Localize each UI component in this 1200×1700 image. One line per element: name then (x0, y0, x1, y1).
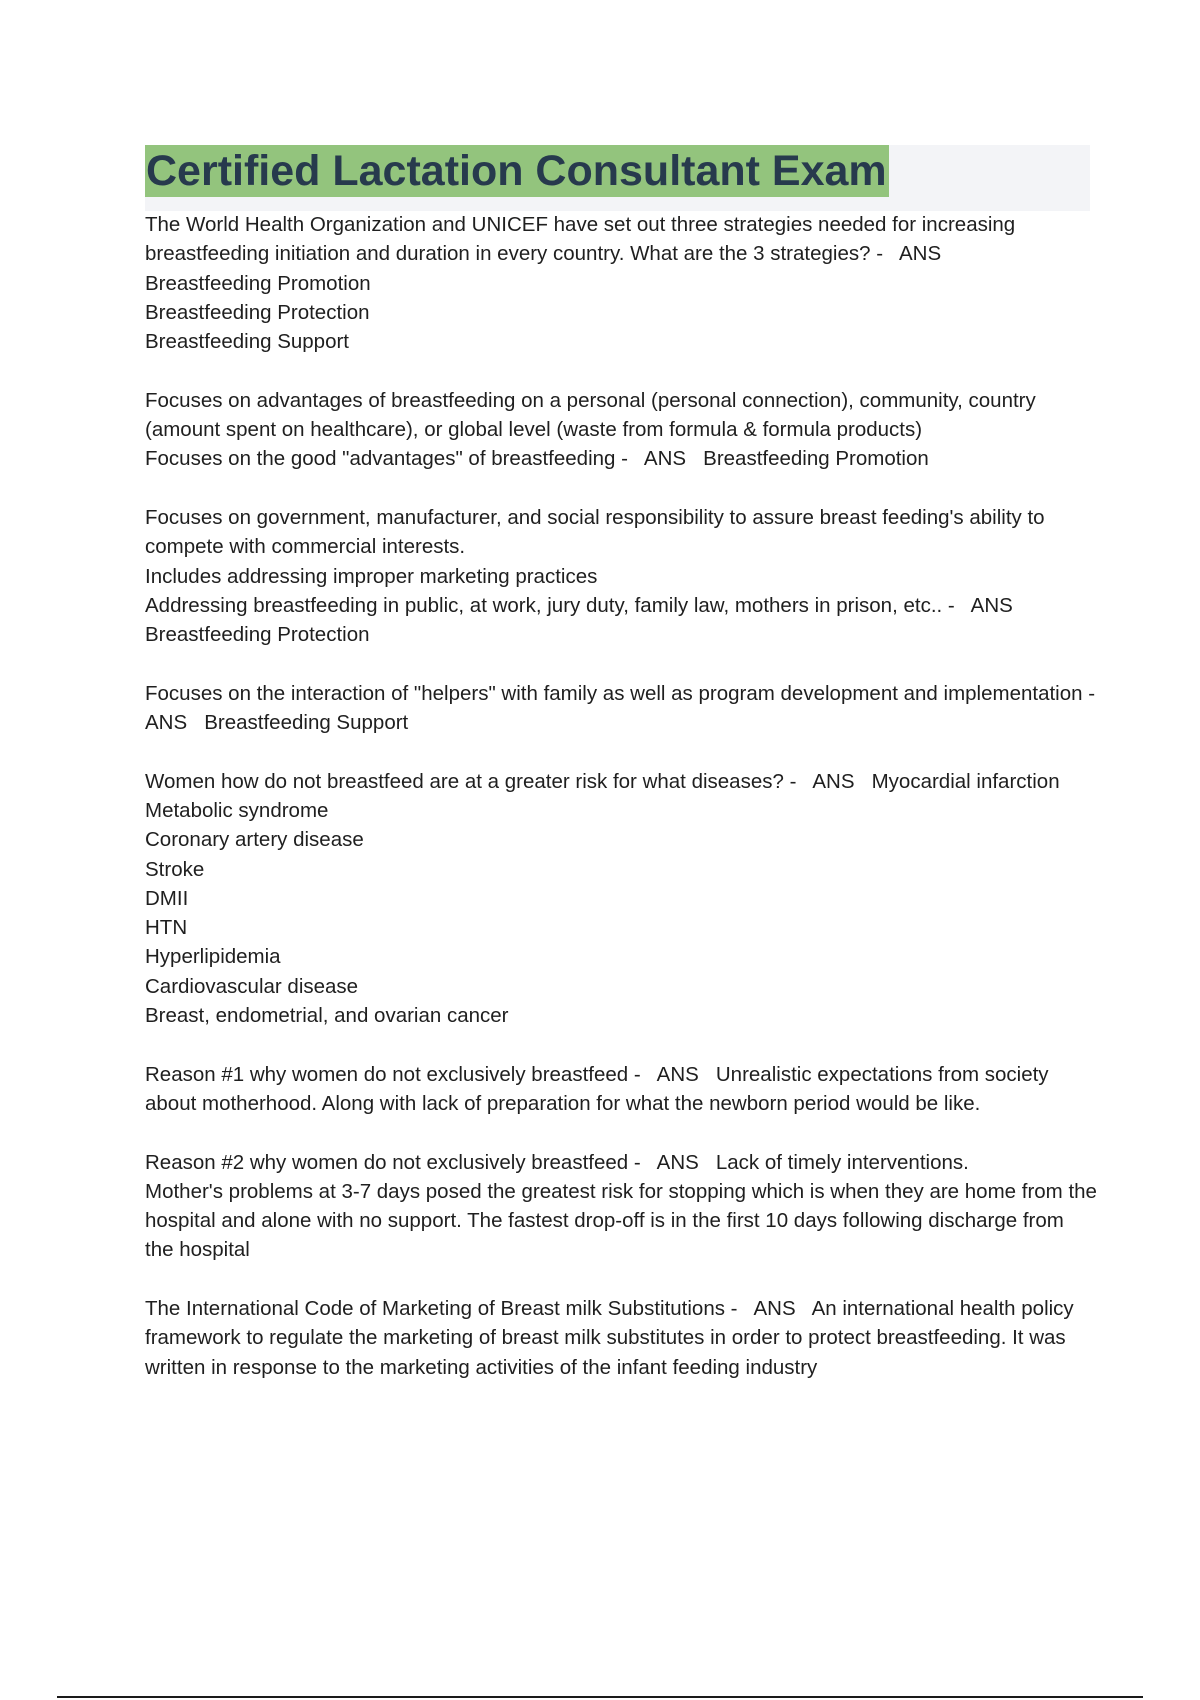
paragraph-line: Focuses on the interaction of "helpers" with family as well as program development and implementation - ANS Breastfeeding Support (145, 681, 1112, 735)
paragraph-reason-1 (145, 1060, 1097, 1119)
paragraph-line: Mother's problems at 3-7 days posed the greatest risk for stopping which is when they are home from the hospital and alone with no support. The fastest drop-off is in the first 10 days following discharge from the hospital (145, 1179, 1103, 1262)
paragraph-line: DMII (145, 886, 189, 910)
paragraph-line: Reason #1 why women do not exclusively breastfeed - ANS Unrealistic expectations from society about motherhood. Along with lack of preparation for what the newborn period would be like. (145, 1062, 1055, 1115)
paragraph-line: Focuses on the good "advantages" of breastfeeding - ANS Breastfeeding Promotion (145, 447, 929, 471)
paragraph-line: Includes addressing improper marketing practices (145, 564, 598, 588)
document-body (145, 210, 1112, 1411)
paragraph-line: Breast, endometrial, and ovarian cancer (145, 1004, 509, 1028)
paragraph-line: Stroke (145, 857, 205, 881)
paragraph-strategies (145, 210, 1097, 356)
paragraph-line: Breastfeeding Promotion (145, 271, 371, 295)
document-title: Certified Lactation Consultant Exam (146, 147, 887, 195)
paragraph-line: Breastfeeding Support (145, 330, 349, 354)
paragraph-line: Hyperlipidemia (145, 945, 281, 969)
paragraph-line: The International Code of Marketing of Breast milk Substitutions - ANS An international health policy framework to regulate the marketing of breast milk substitutes in order to protect breastfeeding. It was written in response to the marketing activities of the infant feeding industry (145, 1296, 1080, 1379)
paragraph-line: Women how do not breastfeed are at a greater risk for what diseases? - ANS Myocardial infarction (145, 769, 1060, 793)
paragraph-international-code (145, 1294, 1097, 1382)
paragraph-line: Reason #2 why women do not exclusively breastfeed - ANS Lack of timely interventions. (145, 1150, 969, 1174)
paragraph-support (145, 679, 1112, 738)
paragraph-line: Metabolic syndrome (145, 798, 329, 822)
paragraph-promotion (145, 386, 1097, 474)
paragraph-line: Focuses on advantages of breastfeeding on a personal (personal connection), community, country (amount spent on healthcare), or global level (waste from formula & formula products) (145, 388, 1042, 442)
paragraph-line: Breastfeeding Protection (145, 300, 370, 324)
paragraph-line: Cardiovascular disease (145, 974, 359, 998)
paragraph-line: Coronary artery disease (145, 828, 364, 852)
paragraph-line: The World Health Organization and UNICEF have set out three strategies needed for increasing breastfeeding initiation and duration in every country. What are the 3 strategies? - ANS (145, 213, 1021, 266)
paragraph-line: HTN (145, 916, 188, 940)
paragraph-line: Addressing breastfeeding in public, at work, jury duty, family law, mothers in prison, etc.. - ANS Breastfeeding Protection (145, 593, 1019, 647)
paragraph-protection (145, 503, 1097, 649)
bottom-divider (57, 1696, 1143, 1698)
paragraph-reason-2 (145, 1148, 1103, 1265)
paragraph-line: Focuses on government, manufacturer, and social responsibility to assure breast feeding's ability to compete with commercial interests. (145, 505, 1051, 559)
paragraph-disease-risk (145, 767, 1097, 1031)
